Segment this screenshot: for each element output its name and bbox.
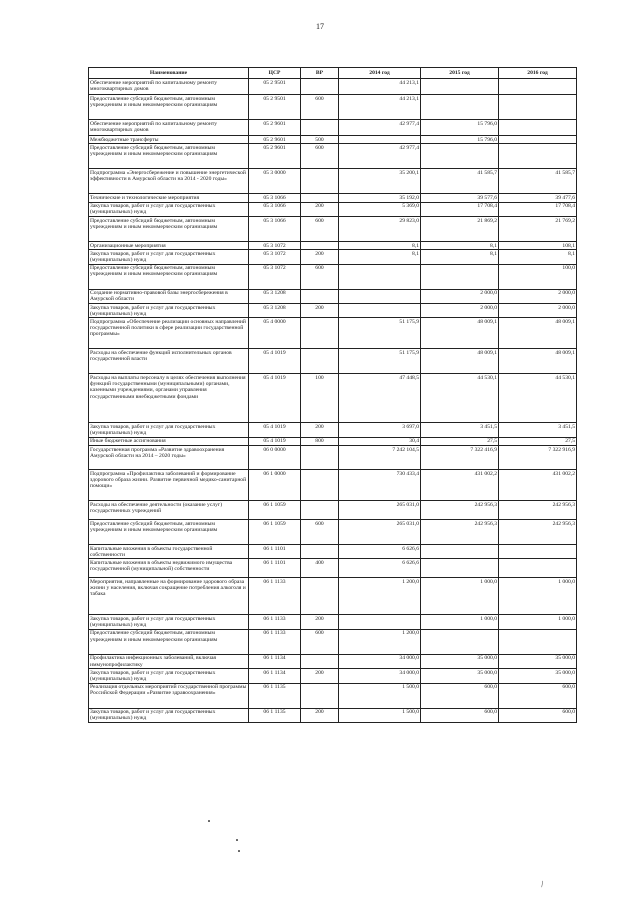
cell-name: Организационные мероприятия — [89, 242, 249, 250]
cell-vr — [301, 79, 339, 95]
table-row — [89, 318, 577, 349]
cell-csr: 06 1 1134 — [249, 669, 301, 683]
cell-csr: 06 1 1135 — [249, 708, 301, 722]
table-row — [89, 423, 577, 437]
cell-name: Профилактика инфекционных заболеваний, включая иммунопрофилактику — [89, 654, 249, 668]
table-row — [89, 242, 577, 250]
cell-2016 — [499, 545, 577, 559]
cell-2015 — [421, 545, 499, 559]
cell-2016: 44 530,1 — [499, 374, 577, 423]
cell-name: Закупка товаров, работ и услуг для государственных (муниципальных) нужд — [89, 423, 249, 437]
cell-2016: 27,5 — [499, 437, 577, 445]
cell-2014 — [339, 304, 421, 318]
cell-vr: 200 — [301, 423, 339, 437]
cell-name: Предоставление субсидий бюджетным, автономным учреждениям и иным некоммерческим организациям — [89, 144, 249, 169]
cell-2014: 51 175,9 — [339, 349, 421, 374]
table-row — [89, 578, 577, 615]
header-2014: 2014 год — [339, 68, 421, 79]
cell-name: Иные бюджетные ассигнования — [89, 437, 249, 445]
cell-csr: 05 3 1066 — [249, 194, 301, 202]
cell-2015: 2 000,0 — [421, 289, 499, 303]
cell-csr: 06 1 1134 — [249, 654, 301, 668]
table-row — [89, 708, 577, 722]
cell-2014 — [339, 615, 421, 629]
cell-vr — [301, 501, 339, 520]
page-number: 17 — [316, 22, 324, 31]
budget-table — [88, 67, 577, 723]
cell-2016 — [499, 144, 577, 169]
cell-csr: 05 3 0000 — [249, 169, 301, 194]
cell-vr: 200 — [301, 669, 339, 683]
table-header — [89, 68, 577, 79]
cell-csr: 06 1 1059 — [249, 520, 301, 545]
cell-2015: 2 000,0 — [421, 304, 499, 318]
cell-vr: 600 — [301, 264, 339, 289]
cell-2014: 8,1 — [339, 242, 421, 250]
cell-csr: 05 3 1208 — [249, 304, 301, 318]
cell-2014: 1 500,0 — [339, 683, 421, 708]
cell-vr — [301, 683, 339, 708]
cell-vr — [301, 545, 339, 559]
cell-2014: 1 200,0 — [339, 578, 421, 615]
cell-2014: 3 697,0 — [339, 423, 421, 437]
cell-csr: 05 3 1072 — [249, 250, 301, 264]
table-row — [89, 169, 577, 194]
cell-name: Предоставление субсидий бюджетным, автономным учреждениям и иным некоммерческим организациям — [89, 264, 249, 289]
cell-vr — [301, 120, 339, 136]
cell-name: Закупка товаров, работ и услуг для государственных (муниципальных) нужд — [89, 615, 249, 629]
cell-2016 — [499, 120, 577, 136]
cell-name: Подпрограмма «Профилактика заболеваний и формирование здорового образа жизни. Развитие первичной медико-санитарной помощи» — [89, 470, 249, 501]
cell-csr: 05 2 9601 — [249, 120, 301, 136]
cell-vr: 200 — [301, 304, 339, 318]
cell-2014: 6 626,6 — [339, 559, 421, 578]
scan-speck — [238, 850, 240, 852]
table-row — [89, 289, 577, 303]
cell-csr: 06 1 1101 — [249, 559, 301, 578]
cell-2016 — [499, 95, 577, 120]
cell-vr — [301, 349, 339, 374]
cell-vr — [301, 446, 339, 470]
cell-2014: 730 433,4 — [339, 470, 421, 501]
cell-2015: 17 708,4 — [421, 202, 499, 216]
cell-2015: 3 451,5 — [421, 423, 499, 437]
cell-2014: 6 626,6 — [339, 545, 421, 559]
cell-2015: 44 530,1 — [421, 374, 499, 423]
cell-name: Расходы на обеспечение функций исполнительных органов государственной власти — [89, 349, 249, 374]
table-row — [89, 217, 577, 242]
cell-vr: 200 — [301, 250, 339, 264]
cell-2016: 2 000,0 — [499, 304, 577, 318]
cell-2014: 7 242 104,5 — [339, 446, 421, 470]
cell-2014: 47 448,5 — [339, 374, 421, 423]
cell-2015: 35 000,0 — [421, 669, 499, 683]
cell-vr: 600 — [301, 95, 339, 120]
table-row — [89, 545, 577, 559]
cell-name: Государственная программа «Развитие здравоохранения Амурской области на 2014 – 2020 годы» — [89, 446, 249, 470]
cell-2016: 39 477,6 — [499, 194, 577, 202]
cell-vr — [301, 318, 339, 349]
cell-2015 — [421, 79, 499, 95]
cell-2016: 600,0 — [499, 708, 577, 722]
cell-2015: 1 000,0 — [421, 615, 499, 629]
cell-2016: 1 000,0 — [499, 615, 577, 629]
cell-csr: 05 3 1066 — [249, 202, 301, 216]
cell-2015: 8,1 — [421, 242, 499, 250]
table-row — [89, 304, 577, 318]
cell-name: Расходы на выплаты персоналу в целях обеспечения выполнения функций государственными (муниципальными) органами, казенными учреждениями, органами управления государственными внебюджетными фондами — [89, 374, 249, 423]
cell-vr — [301, 654, 339, 668]
cell-csr: 06 1 1133 — [249, 629, 301, 654]
cell-2015: 41 585,7 — [421, 169, 499, 194]
cell-vr: 600 — [301, 520, 339, 545]
cell-2016: 1 000,0 — [499, 578, 577, 615]
table-row — [89, 202, 577, 216]
cell-2014 — [339, 264, 421, 289]
cell-2015: 27,5 — [421, 437, 499, 445]
table-row — [89, 374, 577, 423]
cell-csr: 06 1 1133 — [249, 578, 301, 615]
cell-2016 — [499, 79, 577, 95]
cell-2014 — [339, 289, 421, 303]
cell-csr: 06 1 1101 — [249, 545, 301, 559]
cell-vr: 600 — [301, 217, 339, 242]
cell-name: Подпрограмма «Энергосбережение и повышение энергетической эффективности в Амурской области на 2014 - 2020 годы» — [89, 169, 249, 194]
header-row — [89, 68, 577, 79]
cell-2015: 242 956,3 — [421, 520, 499, 545]
cell-name: Капитальные вложения в объекты государственной собственности — [89, 545, 249, 559]
cell-name: Создание нормативно-правовой базы энергосбережения в Амурской области — [89, 289, 249, 303]
cell-name: Реализация отдельных мероприятий государственной программы Российской Федерации «Развитие здравоохранения» — [89, 683, 249, 708]
cell-name: Капитальные вложения в объекты недвижимого имущества государственной (муниципальной) собственности — [89, 559, 249, 578]
cell-vr — [301, 289, 339, 303]
cell-csr: 06 0 0000 — [249, 446, 301, 470]
cell-2015: 1 000,0 — [421, 578, 499, 615]
table-row — [89, 669, 577, 683]
cell-2015 — [421, 95, 499, 120]
cell-vr: 600 — [301, 144, 339, 169]
cell-2016: 41 585,7 — [499, 169, 577, 194]
table-row — [89, 437, 577, 445]
cell-2014 — [339, 136, 421, 144]
table-row — [89, 629, 577, 654]
cell-2015: 39 577,6 — [421, 194, 499, 202]
table-row — [89, 194, 577, 202]
header-csr: ЦСР — [249, 68, 301, 79]
cell-2015: 431 002,2 — [421, 470, 499, 501]
page-footer-mark: / — [540, 878, 545, 890]
cell-csr: 05 2 9601 — [249, 144, 301, 169]
table-body — [89, 79, 577, 723]
cell-2016: 100,0 — [499, 264, 577, 289]
cell-vr: 100 — [301, 374, 339, 423]
cell-2014: 35 200,1 — [339, 169, 421, 194]
table-row — [89, 120, 577, 136]
cell-2014: 44 213,1 — [339, 95, 421, 120]
cell-2016: 3 451,5 — [499, 423, 577, 437]
cell-2015: 15 796,0 — [421, 136, 499, 144]
cell-2016 — [499, 136, 577, 144]
table-row — [89, 559, 577, 578]
cell-2015: 242 956,3 — [421, 501, 499, 520]
cell-2016: 21 769,2 — [499, 217, 577, 242]
header-vr: ВР — [301, 68, 339, 79]
table-row — [89, 95, 577, 120]
cell-2016: 17 708,4 — [499, 202, 577, 216]
table-row — [89, 470, 577, 501]
cell-2016: 35 000,0 — [499, 654, 577, 668]
cell-name: Предоставление субсидий бюджетным, автономным учреждениям и иным некоммерческим организациям — [89, 217, 249, 242]
cell-csr: 05 4 1019 — [249, 349, 301, 374]
cell-2014: 1 500,0 — [339, 708, 421, 722]
table-row — [89, 520, 577, 545]
cell-2014: 265 031,0 — [339, 520, 421, 545]
cell-csr: 06 1 1135 — [249, 683, 301, 708]
cell-csr: 05 3 1072 — [249, 264, 301, 289]
table-row — [89, 501, 577, 520]
table-row — [89, 615, 577, 629]
cell-2014: 265 031,0 — [339, 501, 421, 520]
cell-2016: 2 000,0 — [499, 289, 577, 303]
table-row — [89, 79, 577, 95]
cell-2015: 600,0 — [421, 708, 499, 722]
cell-vr: 500 — [301, 136, 339, 144]
cell-csr: 06 1 1133 — [249, 615, 301, 629]
cell-name: Закупка товаров, работ и услуг для государственных (муниципальных) нужд — [89, 304, 249, 318]
cell-name: Технические и технологические мероприятия — [89, 194, 249, 202]
cell-2014: 1 200,0 — [339, 629, 421, 654]
cell-2015: 48 009,1 — [421, 349, 499, 374]
cell-csr: 05 2 9601 — [249, 136, 301, 144]
cell-vr — [301, 242, 339, 250]
cell-2014: 42 977,4 — [339, 120, 421, 136]
cell-2016: 242 956,3 — [499, 501, 577, 520]
cell-name: Закупка товаров, работ и услуг для государственных (муниципальных) нужд — [89, 669, 249, 683]
cell-2015: 600,0 — [421, 683, 499, 708]
cell-csr: 05 4 0000 — [249, 318, 301, 349]
cell-csr: 05 4 1019 — [249, 423, 301, 437]
cell-csr: 05 2 9501 — [249, 95, 301, 120]
cell-csr: 05 3 1066 — [249, 217, 301, 242]
cell-2014: 42 977,4 — [339, 144, 421, 169]
cell-2016: 35 000,0 — [499, 669, 577, 683]
cell-2014: 30,4 — [339, 437, 421, 445]
cell-2015: 7 322 416,9 — [421, 446, 499, 470]
cell-csr: 05 2 9501 — [249, 79, 301, 95]
cell-name: Предоставление субсидий бюджетным, автономным учреждениям и иным некоммерческим организациям — [89, 629, 249, 654]
cell-name: Закупка товаров, работ и услуг для государственных (муниципальных) нужд — [89, 708, 249, 722]
cell-2015 — [421, 264, 499, 289]
cell-2014: 44 213,1 — [339, 79, 421, 95]
table-row — [89, 264, 577, 289]
table-row — [89, 136, 577, 144]
cell-name: Подпрограмма «Обеспечение реализации основных направлений государственной политики в сфере реализации государственной программы» — [89, 318, 249, 349]
table-row — [89, 144, 577, 169]
cell-name: Предоставление субсидий бюджетным, автономным учреждениям и иным некоммерческим организациям — [89, 520, 249, 545]
cell-name: Межбюджетные трансферты — [89, 136, 249, 144]
cell-2016: 600,0 — [499, 683, 577, 708]
table-row — [89, 349, 577, 374]
cell-2016 — [499, 559, 577, 578]
cell-vr: 800 — [301, 437, 339, 445]
cell-csr: 05 3 1072 — [249, 242, 301, 250]
cell-2014: 51 175,9 — [339, 318, 421, 349]
cell-vr: 200 — [301, 615, 339, 629]
cell-name: Обеспечение мероприятий по капитальному ремонту многоквартирных домов — [89, 79, 249, 95]
header-2015: 2015 год — [421, 68, 499, 79]
cell-2014: 29 823,0 — [339, 217, 421, 242]
cell-vr: 200 — [301, 708, 339, 722]
cell-2016: 48 009,1 — [499, 318, 577, 349]
cell-2015: 8,1 — [421, 250, 499, 264]
cell-2015 — [421, 629, 499, 654]
table-row — [89, 654, 577, 668]
cell-vr: 600 — [301, 629, 339, 654]
cell-2015 — [421, 144, 499, 169]
cell-vr — [301, 194, 339, 202]
cell-2014: 8,1 — [339, 250, 421, 264]
cell-2016: 8,1 — [499, 250, 577, 264]
table-row — [89, 683, 577, 708]
cell-2015: 35 000,0 — [421, 654, 499, 668]
cell-2015: 48 009,1 — [421, 318, 499, 349]
cell-csr: 05 3 1208 — [249, 289, 301, 303]
cell-vr: 400 — [301, 559, 339, 578]
cell-name: Мероприятия, направленные на формирование здорового образа жизни у населения, включая сокращение потребления алкоголя и табака — [89, 578, 249, 615]
cell-vr — [301, 470, 339, 501]
cell-name: Обеспечение мероприятий по капитальному ремонту многоквартирных домов — [89, 120, 249, 136]
cell-name: Расходы на обеспечение деятельности (оказание услуг) государственных учреждений — [89, 501, 249, 520]
cell-2014: 35 192,0 — [339, 194, 421, 202]
cell-vr — [301, 578, 339, 615]
cell-csr: 06 1 1059 — [249, 501, 301, 520]
cell-2016: 431 002,2 — [499, 470, 577, 501]
cell-name: Закупка товаров, работ и услуг для государственных (муниципальных) нужд — [89, 202, 249, 216]
cell-vr — [301, 169, 339, 194]
cell-2016: 7 322 916,9 — [499, 446, 577, 470]
header-name: Наименование — [89, 68, 249, 79]
cell-csr: 05 4 1019 — [249, 437, 301, 445]
cell-2014: 34 000,0 — [339, 669, 421, 683]
cell-name: Закупка товаров, работ и услуг для государственных (муниципальных) нужд — [89, 250, 249, 264]
cell-2015: 15 796,0 — [421, 120, 499, 136]
cell-2014: 34 000,0 — [339, 654, 421, 668]
cell-2014: 5 369,0 — [339, 202, 421, 216]
table-row — [89, 446, 577, 470]
header-2016: 2016 год — [499, 68, 577, 79]
cell-csr: 06 1 0000 — [249, 470, 301, 501]
cell-2016: 242 956,3 — [499, 520, 577, 545]
cell-name: Предоставление субсидий бюджетным, автономным учреждениям и иным некоммерческим организациям — [89, 95, 249, 120]
scan-speck — [208, 820, 210, 822]
cell-2015: 21 869,2 — [421, 217, 499, 242]
table-row — [89, 250, 577, 264]
cell-2016 — [499, 629, 577, 654]
cell-vr: 200 — [301, 202, 339, 216]
cell-2016: 108,1 — [499, 242, 577, 250]
scan-speck — [236, 839, 238, 841]
cell-csr: 05 4 1019 — [249, 374, 301, 423]
cell-2016: 48 009,1 — [499, 349, 577, 374]
cell-2015 — [421, 559, 499, 578]
